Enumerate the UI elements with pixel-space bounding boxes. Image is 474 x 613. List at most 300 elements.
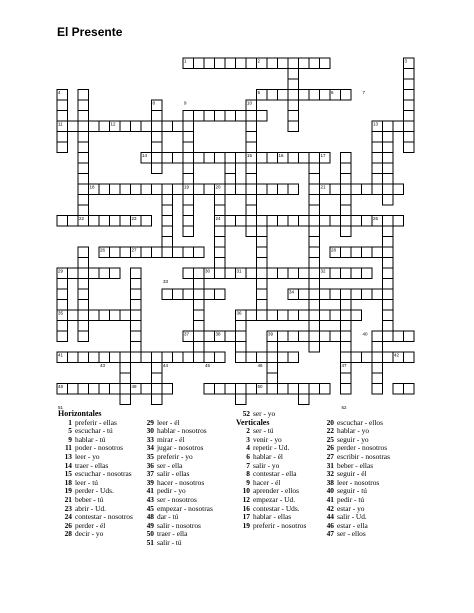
grid-cell[interactable] (204, 331, 215, 342)
grid-cell[interactable] (309, 237, 320, 248)
grid-cell[interactable] (372, 384, 383, 395)
grid-cell[interactable] (372, 142, 383, 153)
grid-cell[interactable] (267, 384, 278, 395)
grid-cell[interactable] (194, 289, 205, 300)
grid-cell[interactable] (141, 352, 152, 363)
grid-cell[interactable] (267, 310, 278, 321)
grid-cell[interactable] (99, 310, 110, 321)
grid-cell[interactable] (131, 331, 142, 342)
grid-cell[interactable] (383, 352, 394, 363)
grid-cell[interactable] (404, 142, 415, 153)
grid-cell[interactable] (383, 289, 394, 300)
grid-cell[interactable] (162, 247, 173, 258)
grid-cell[interactable] (278, 384, 289, 395)
grid-cell[interactable] (372, 342, 383, 353)
grid-cell[interactable] (225, 174, 236, 185)
grid-cell[interactable] (278, 268, 289, 279)
grid-cell[interactable] (225, 216, 236, 227)
grid-cell[interactable] (57, 142, 68, 153)
grid-cell[interactable] (131, 310, 142, 321)
grid-cell[interactable] (131, 300, 142, 311)
grid-cell[interactable] (194, 184, 205, 195)
grid-cell[interactable] (68, 121, 79, 132)
grid-cell[interactable] (267, 184, 278, 195)
grid-cell[interactable] (215, 226, 226, 237)
grid-cell[interactable] (246, 142, 257, 153)
grid-cell[interactable] (299, 310, 310, 321)
grid-cell[interactable] (236, 342, 247, 353)
grid-cell[interactable] (78, 163, 89, 174)
grid-cell[interactable] (120, 373, 131, 384)
grid-cell[interactable] (257, 289, 268, 300)
grid-cell[interactable] (351, 289, 362, 300)
grid-cell[interactable] (404, 352, 415, 363)
grid-cell[interactable] (99, 384, 110, 395)
grid-cell[interactable] (309, 90, 320, 101)
grid-cell[interactable] (68, 384, 79, 395)
grid-cell[interactable] (225, 163, 236, 174)
grid-cell[interactable] (299, 331, 310, 342)
grid-cell[interactable] (267, 90, 278, 101)
grid-cell[interactable] (152, 111, 163, 122)
grid-cell[interactable] (225, 58, 236, 69)
grid-cell[interactable] (215, 153, 226, 164)
grid-cell[interactable] (194, 111, 205, 122)
grid-cell[interactable] (372, 247, 383, 258)
grid-cell[interactable] (120, 310, 131, 321)
grid-cell[interactable] (267, 363, 278, 374)
grid-cell[interactable] (341, 184, 352, 195)
grid-cell[interactable] (162, 352, 173, 363)
grid-cell[interactable] (393, 121, 404, 132)
grid-cell[interactable] (57, 216, 68, 227)
grid-cell[interactable] (141, 216, 152, 227)
grid-cell[interactable] (404, 331, 415, 342)
grid-cell[interactable] (404, 384, 415, 395)
grid-cell[interactable] (152, 384, 163, 395)
grid-cell[interactable] (120, 184, 131, 195)
grid-cell[interactable] (288, 121, 299, 132)
grid-cell[interactable] (309, 226, 320, 237)
grid-cell[interactable] (89, 384, 100, 395)
grid-cell[interactable] (257, 300, 268, 311)
grid-cell[interactable] (267, 216, 278, 227)
grid-cell[interactable] (288, 310, 299, 321)
grid-cell[interactable] (215, 268, 226, 279)
grid-cell[interactable] (152, 163, 163, 174)
grid-cell[interactable] (362, 247, 373, 258)
grid-cell[interactable] (404, 69, 415, 80)
grid-cell[interactable] (278, 184, 289, 195)
grid-cell[interactable] (246, 226, 257, 237)
grid-cell[interactable] (309, 58, 320, 69)
grid-cell[interactable] (236, 331, 247, 342)
grid-cell[interactable] (309, 258, 320, 269)
grid-cell[interactable] (194, 279, 205, 290)
grid-cell[interactable] (393, 331, 404, 342)
grid-cell[interactable] (341, 195, 352, 206)
grid-cell[interactable] (309, 310, 320, 321)
grid-cell[interactable] (131, 321, 142, 332)
grid-cell[interactable] (288, 79, 299, 90)
grid-cell[interactable] (288, 111, 299, 122)
grid-cell[interactable] (162, 184, 173, 195)
grid-cell[interactable] (78, 111, 89, 122)
grid-cell[interactable] (309, 153, 320, 164)
grid-cell[interactable] (225, 384, 236, 395)
grid-cell[interactable] (288, 153, 299, 164)
grid-cell[interactable] (120, 363, 131, 374)
grid-cell[interactable] (341, 321, 352, 332)
grid-cell[interactable] (173, 352, 184, 363)
grid-cell[interactable] (362, 289, 373, 300)
grid-cell[interactable] (204, 58, 215, 69)
grid-cell[interactable] (288, 268, 299, 279)
grid-cell[interactable] (383, 237, 394, 248)
grid-cell[interactable] (383, 142, 394, 153)
grid-cell[interactable] (78, 121, 89, 132)
grid-cell[interactable] (246, 58, 257, 69)
grid-cell[interactable] (215, 237, 226, 248)
grid-cell[interactable] (131, 352, 142, 363)
grid-cell[interactable] (362, 268, 373, 279)
grid-cell[interactable] (78, 100, 89, 111)
grid-cell[interactable] (267, 342, 278, 353)
grid-cell[interactable] (215, 258, 226, 269)
grid-cell[interactable] (183, 174, 194, 185)
grid-cell[interactable] (110, 268, 121, 279)
grid-cell[interactable] (330, 331, 341, 342)
grid-cell[interactable] (173, 184, 184, 195)
grid-cell[interactable] (309, 279, 320, 290)
grid-cell[interactable] (309, 289, 320, 300)
grid-cell[interactable] (278, 58, 289, 69)
grid-cell[interactable] (288, 90, 299, 101)
grid-cell[interactable] (68, 216, 79, 227)
grid-cell[interactable] (330, 310, 341, 321)
grid-cell[interactable] (194, 352, 205, 363)
grid-cell[interactable] (246, 384, 257, 395)
grid-cell[interactable] (110, 216, 121, 227)
grid-cell[interactable] (341, 90, 352, 101)
grid-cell[interactable] (330, 268, 341, 279)
grid-cell[interactable] (78, 300, 89, 311)
grid-cell[interactable] (78, 195, 89, 206)
grid-cell[interactable] (351, 352, 362, 363)
grid-cell[interactable] (383, 184, 394, 195)
grid-cell[interactable] (78, 132, 89, 143)
grid-cell[interactable] (246, 352, 257, 363)
grid-cell[interactable] (320, 289, 331, 300)
grid-cell[interactable] (183, 205, 194, 216)
grid-cell[interactable] (141, 121, 152, 132)
grid-cell[interactable] (257, 216, 268, 227)
grid-cell[interactable] (383, 331, 394, 342)
grid-cell[interactable] (362, 352, 373, 363)
grid-cell[interactable] (393, 384, 404, 395)
grid-cell[interactable] (267, 58, 278, 69)
grid-cell[interactable] (162, 205, 173, 216)
grid-cell[interactable] (372, 184, 383, 195)
grid-cell[interactable] (341, 247, 352, 258)
grid-cell[interactable] (183, 289, 194, 300)
grid-cell[interactable] (183, 216, 194, 227)
grid-cell[interactable] (78, 90, 89, 101)
grid-cell[interactable] (341, 289, 352, 300)
grid-cell[interactable] (57, 132, 68, 143)
grid-cell[interactable] (372, 352, 383, 363)
grid-cell[interactable] (278, 216, 289, 227)
grid-cell[interactable] (362, 184, 373, 195)
grid-cell[interactable] (288, 331, 299, 342)
grid-cell[interactable] (351, 247, 362, 258)
grid-cell[interactable] (404, 100, 415, 111)
grid-cell[interactable] (288, 352, 299, 363)
grid-cell[interactable] (257, 352, 268, 363)
grid-cell[interactable] (152, 247, 163, 258)
grid-cell[interactable] (246, 121, 257, 132)
grid-cell[interactable] (278, 90, 289, 101)
grid-cell[interactable] (215, 384, 226, 395)
grid-cell[interactable] (89, 121, 100, 132)
grid-cell[interactable] (351, 184, 362, 195)
grid-cell[interactable] (225, 184, 236, 195)
grid-cell[interactable] (309, 163, 320, 174)
grid-cell[interactable] (194, 153, 205, 164)
grid-cell[interactable] (404, 79, 415, 90)
grid-cell[interactable] (110, 247, 121, 258)
grid-cell[interactable] (162, 153, 173, 164)
grid-cell[interactable] (351, 268, 362, 279)
grid-cell[interactable] (141, 384, 152, 395)
grid-cell[interactable] (162, 289, 173, 300)
grid-cell[interactable] (341, 342, 352, 353)
grid-cell[interactable] (152, 153, 163, 164)
grid-cell[interactable] (194, 268, 205, 279)
grid-cell[interactable] (330, 289, 341, 300)
grid-cell[interactable] (341, 310, 352, 321)
grid-cell[interactable] (225, 268, 236, 279)
grid-cell[interactable] (404, 121, 415, 132)
grid-cell[interactable] (372, 153, 383, 164)
grid-cell[interactable] (383, 268, 394, 279)
grid-cell[interactable] (309, 247, 320, 258)
grid-cell[interactable] (162, 384, 173, 395)
grid-cell[interactable] (183, 195, 194, 206)
grid-cell[interactable] (183, 142, 194, 153)
grid-cell[interactable] (299, 268, 310, 279)
grid-cell[interactable] (309, 205, 320, 216)
grid-cell[interactable] (383, 174, 394, 185)
grid-cell[interactable] (68, 268, 79, 279)
grid-cell[interactable] (120, 247, 131, 258)
grid-cell[interactable] (78, 205, 89, 216)
grid-cell[interactable] (99, 121, 110, 132)
grid-cell[interactable] (288, 58, 299, 69)
grid-cell[interactable] (383, 226, 394, 237)
grid-cell[interactable] (288, 384, 299, 395)
grid-cell[interactable] (183, 268, 194, 279)
grid-cell[interactable] (309, 184, 320, 195)
grid-cell[interactable] (299, 289, 310, 300)
grid-cell[interactable] (225, 331, 236, 342)
grid-cell[interactable] (120, 121, 131, 132)
grid-cell[interactable] (299, 394, 310, 405)
grid-cell[interactable] (68, 352, 79, 363)
grid-cell[interactable] (194, 342, 205, 353)
grid-cell[interactable] (309, 195, 320, 206)
grid-cell[interactable] (351, 216, 362, 227)
grid-cell[interactable] (320, 384, 331, 395)
grid-cell[interactable] (236, 153, 247, 164)
grid-cell[interactable] (99, 216, 110, 227)
grid-cell[interactable] (110, 184, 121, 195)
grid-cell[interactable] (383, 153, 394, 164)
grid-cell[interactable] (288, 184, 299, 195)
grid-cell[interactable] (78, 184, 89, 195)
grid-cell[interactable] (204, 352, 215, 363)
grid-cell[interactable] (341, 352, 352, 363)
grid-cell[interactable] (246, 111, 257, 122)
grid-cell[interactable] (57, 100, 68, 111)
grid-cell[interactable] (383, 321, 394, 332)
grid-cell[interactable] (383, 300, 394, 311)
grid-cell[interactable] (120, 394, 131, 405)
grid-cell[interactable] (246, 216, 257, 227)
grid-cell[interactable] (341, 384, 352, 395)
grid-cell[interactable] (173, 153, 184, 164)
grid-cell[interactable] (131, 121, 142, 132)
grid-cell[interactable] (152, 184, 163, 195)
grid-cell[interactable] (215, 247, 226, 258)
grid-cell[interactable] (372, 163, 383, 174)
grid-cell[interactable] (225, 111, 236, 122)
grid-cell[interactable] (246, 184, 257, 195)
grid-cell[interactable] (383, 163, 394, 174)
grid-cell[interactable] (372, 331, 383, 342)
grid-cell[interactable] (78, 279, 89, 290)
grid-cell[interactable] (267, 373, 278, 384)
grid-cell[interactable] (257, 237, 268, 248)
grid-cell[interactable] (330, 216, 341, 227)
grid-cell[interactable] (267, 352, 278, 363)
grid-cell[interactable] (299, 90, 310, 101)
grid-cell[interactable] (194, 58, 205, 69)
grid-cell[interactable] (341, 300, 352, 311)
grid-cell[interactable] (131, 184, 142, 195)
grid-cell[interactable] (141, 247, 152, 258)
grid-cell[interactable] (257, 310, 268, 321)
grid-cell[interactable] (236, 111, 247, 122)
grid-cell[interactable] (288, 216, 299, 227)
grid-cell[interactable] (183, 111, 194, 122)
grid-cell[interactable] (120, 216, 131, 227)
grid-cell[interactable] (183, 132, 194, 143)
grid-cell[interactable] (299, 153, 310, 164)
grid-cell[interactable] (78, 321, 89, 332)
grid-cell[interactable] (110, 352, 121, 363)
grid-cell[interactable] (404, 90, 415, 101)
grid-cell[interactable] (57, 289, 68, 300)
grid-cell[interactable] (372, 363, 383, 374)
grid-cell[interactable] (341, 331, 352, 342)
grid-cell[interactable] (173, 121, 184, 132)
grid-cell[interactable] (204, 111, 215, 122)
grid-cell[interactable] (162, 226, 173, 237)
grid-cell[interactable] (89, 216, 100, 227)
grid-cell[interactable] (78, 384, 89, 395)
grid-cell[interactable] (330, 184, 341, 195)
grid-cell[interactable] (183, 153, 194, 164)
grid-cell[interactable] (162, 195, 173, 206)
grid-cell[interactable] (194, 247, 205, 258)
grid-cell[interactable] (309, 300, 320, 311)
grid-cell[interactable] (257, 258, 268, 269)
grid-cell[interactable] (236, 58, 247, 69)
grid-cell[interactable] (341, 153, 352, 164)
grid-cell[interactable] (120, 384, 131, 395)
grid-cell[interactable] (320, 310, 331, 321)
grid-cell[interactable] (341, 268, 352, 279)
grid-cell[interactable] (320, 90, 331, 101)
grid-cell[interactable] (393, 184, 404, 195)
grid-cell[interactable] (78, 331, 89, 342)
grid-cell[interactable] (99, 352, 110, 363)
grid-cell[interactable] (152, 363, 163, 374)
grid-cell[interactable] (204, 384, 215, 395)
grid-cell[interactable] (257, 247, 268, 258)
grid-cell[interactable] (341, 373, 352, 384)
grid-cell[interactable] (152, 121, 163, 132)
grid-cell[interactable] (278, 310, 289, 321)
grid-cell[interactable] (78, 352, 89, 363)
grid-cell[interactable] (89, 310, 100, 321)
grid-cell[interactable] (183, 226, 194, 237)
grid-cell[interactable] (257, 226, 268, 237)
grid-cell[interactable] (110, 384, 121, 395)
grid-cell[interactable] (68, 310, 79, 321)
grid-cell[interactable] (299, 384, 310, 395)
grid-cell[interactable] (320, 331, 331, 342)
grid-cell[interactable] (78, 268, 89, 279)
grid-cell[interactable] (194, 310, 205, 321)
grid-cell[interactable] (57, 300, 68, 311)
grid-cell[interactable] (194, 300, 205, 311)
grid-cell[interactable] (89, 352, 100, 363)
grid-cell[interactable] (383, 310, 394, 321)
grid-cell[interactable] (131, 342, 142, 353)
grid-cell[interactable] (131, 289, 142, 300)
grid-cell[interactable] (215, 58, 226, 69)
grid-cell[interactable] (152, 132, 163, 143)
grid-cell[interactable] (183, 163, 194, 174)
grid-cell[interactable] (257, 184, 268, 195)
grid-cell[interactable] (162, 237, 173, 248)
grid-cell[interactable] (173, 289, 184, 300)
grid-cell[interactable] (173, 247, 184, 258)
grid-cell[interactable] (152, 142, 163, 153)
grid-cell[interactable] (341, 163, 352, 174)
grid-cell[interactable] (372, 174, 383, 185)
grid-cell[interactable] (183, 121, 194, 132)
grid-cell[interactable] (110, 310, 121, 321)
grid-cell[interactable] (131, 268, 142, 279)
grid-cell[interactable] (320, 216, 331, 227)
grid-cell[interactable] (372, 373, 383, 384)
grid-cell[interactable] (236, 321, 247, 332)
grid-cell[interactable] (309, 268, 320, 279)
grid-cell[interactable] (78, 153, 89, 164)
